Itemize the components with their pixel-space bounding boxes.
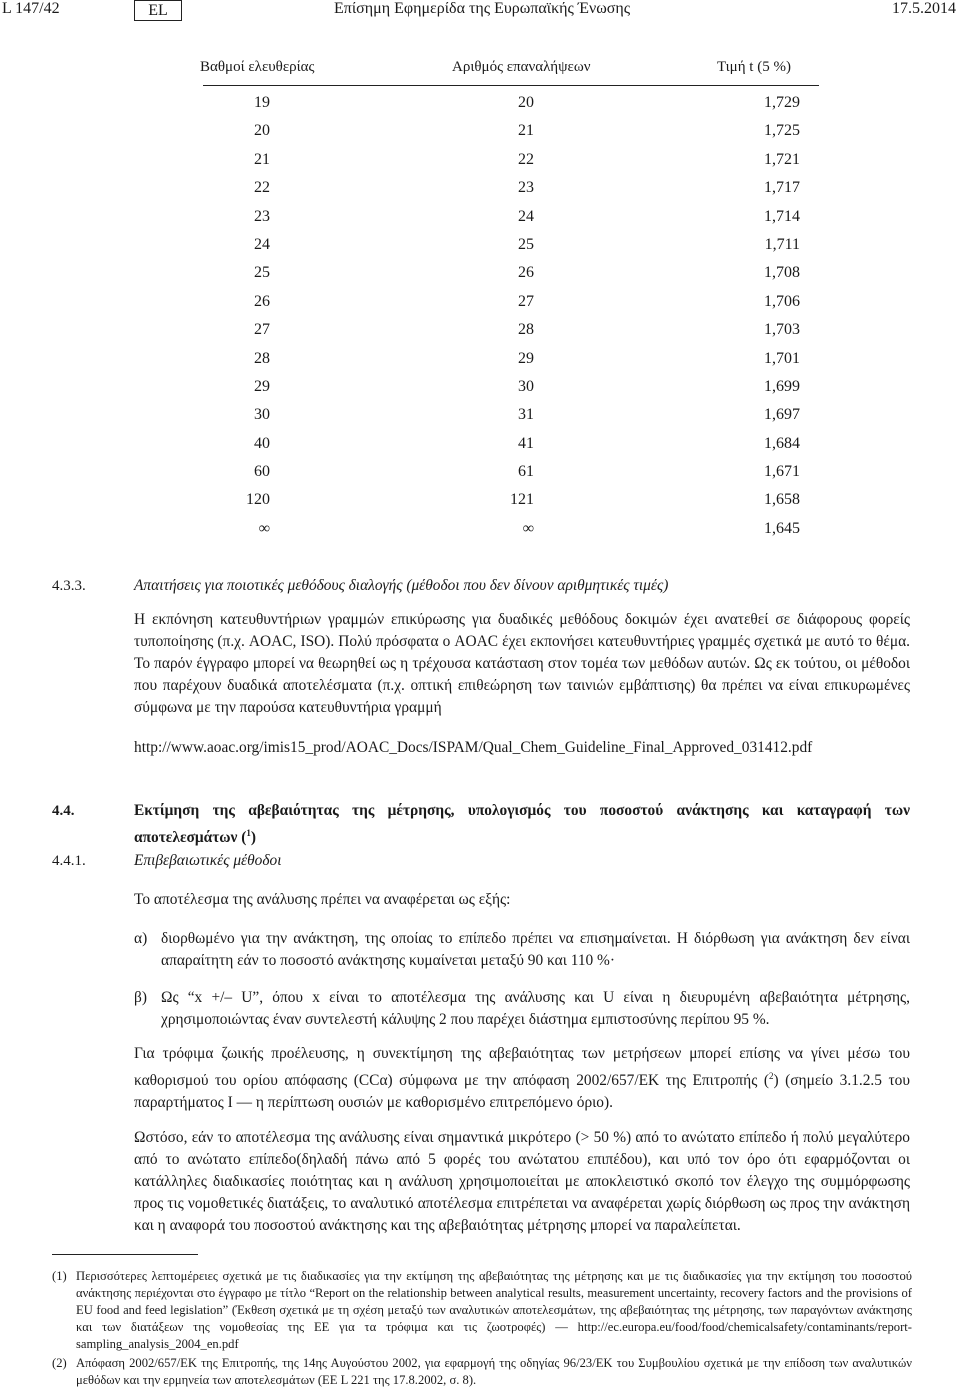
table-row	[0, 93, 960, 121]
cell-degrees-of-freedom: 120	[246, 491, 270, 509]
cell-t-value: 1,645	[764, 519, 800, 537]
cell-degrees-of-freedom: 26	[254, 292, 270, 310]
cell-t-value: 1,711	[764, 235, 800, 253]
column-header-replicates: Αριθμός επαναλήψεων	[452, 59, 591, 75]
footnote-label: (2)	[52, 1356, 67, 1370]
paragraph-recovery-exception: Ωστόσο, εάν το αποτέλεσμα της ανάλυσης είναι σημαντικά μικρότερο (> 50 %) από το ανώτατο επίπεδο ή πολύ μεγαλύτερο από το ανώτατο επίπεδο(δηλαδή πάνω από 5 φορές του ανώτατου επιπέδου), και υπό τον όρο ότι εφαρμόζονται οι κατάλληλες διαδικασίες ποιότητας και η ανάλυση χρησιμοποιείται με αποκλειστικό σκοπό τον έλεγχο της συμμόρφωσης προς τις νομοθετικές διατάξεις, το αναλυτικό αποτέλεσμα επιτρέπεται να αναφέρεται χωρίς διόρθωση ως προς την ανάκτηση και η αναφορά του ποσοστού ανάκτησης και της αβεβαιότητας μέτρησης μπορεί να παραλείπεται.	[134, 1129, 910, 1234]
publication-date: 17.5.2014	[892, 0, 956, 17]
footnote-ref-2[interactable]: 2	[768, 1071, 774, 1081]
column-header-degrees-of-freedom: Βαθμοί ελευθερίας	[200, 59, 315, 75]
cell-t-value: 1,703	[764, 321, 800, 339]
table-row	[0, 150, 960, 178]
cell-t-value: 1,701	[764, 349, 800, 367]
table-header-rule	[203, 85, 819, 86]
cell-degrees-of-freedom: 20	[254, 122, 270, 140]
language-badge: EL	[134, 0, 182, 21]
cell-replicates: 30	[518, 377, 534, 395]
cell-t-value: 1,729	[764, 94, 800, 111]
section-number-4-3-3: 4.3.3.	[52, 578, 86, 594]
section-heading-4-4: Εκτίμηση της αβεβαιότητας της μέτρησης, υπολογισμός του ποσοστού ανάκτησης και καταγραφή των αποτελεσμάτων ($^1$)	[134, 802, 910, 847]
table-row	[0, 434, 960, 462]
table-row	[0, 121, 960, 149]
page-reference: L 147/42	[2, 0, 60, 17]
table-row	[0, 207, 960, 235]
cell-replicates: 24	[518, 207, 534, 225]
cell-replicates: 26	[518, 264, 534, 282]
footnote-label: (1)	[52, 1269, 67, 1283]
cell-degrees-of-freedom: 25	[254, 264, 270, 282]
section-heading-4-3-3: Απαιτήσεις για ποιοτικές μεθόδους διαλογής (μέθοδοι που δεν δίνουν αριθμητικές τιμές)	[134, 577, 669, 594]
cell-degrees-of-freedom: 27	[254, 321, 270, 339]
cell-t-value: 1,697	[764, 406, 800, 424]
cell-replicates: 28	[518, 321, 534, 339]
cell-degrees-of-freedom: 29	[254, 377, 270, 395]
footnote-text: Περισσότερες λεπτομέρειες σχετικά με τις διαδικασίες για την εκτίμηση της αβεβαιότητας της μέτρησης και με τις διαδικασίες για την εκτίμηση του ποσοστού ανάκτησης περιέχονται στο έγγραφο με τίτλο “Report on the relationship between analytical results, measurement uncertainty, recovery factors and the provisions of EU food and feed legislation” (Έκθεση σχετικά με τη σχέση μεταξύ των αναλυτικών αποτελεσμάτων, της αβεβαιότητας της μέτρησης, των παραγόντων ανάκτησης και των διατάξεων της νομοθεσίας της ΕΕ για τα τρόφιμα και τις ζωοτροφές) — http://ec.europa.eu/food/food/chemicalsafety/contaminants/report-sampling_analysis_2004_en.pdf	[76, 1269, 912, 1351]
table-row	[0, 490, 960, 518]
cell-t-value: 1,714	[764, 207, 800, 225]
cell-degrees-of-freedom: 22	[254, 179, 270, 197]
table-row	[0, 235, 960, 263]
section-number-4-4-1: 4.4.1.	[52, 853, 86, 869]
footnote-text: Απόφαση 2002/657/ΕΚ της Επιτροπής, της 14ης Αυγούστου 2002, για εφαρμογή της οδηγίας 96/23/ΕΚ του Συμβουλίου σχετικά με την επίδοση των αναλυτικών μεθόδων και την ερμηνεία των αποτελεσμάτων (ΕΕ L 221 της 17.8.2002, σ. 8).	[76, 1356, 912, 1387]
footnote-rule	[52, 1254, 198, 1255]
cell-replicates: 20	[518, 94, 534, 111]
journal-title: Επίσημη Εφημερίδα της Ευρωπαϊκής Ένωσης	[334, 0, 631, 17]
cell-replicates: 21	[518, 122, 534, 140]
cell-t-value: 1,717	[764, 179, 800, 197]
cell-t-value: 1,706	[764, 292, 800, 310]
table-row	[0, 178, 960, 206]
section-heading-4-4-1: Επιβεβαιωτικές μέθοδοι	[134, 852, 282, 869]
table-row	[0, 349, 960, 377]
list-item-text: Ως “x +/– U”, όπου x είναι το αποτέλεσμα της ανάλυσης και U είναι η διευρυμένη αβεβαιότητα μέτρησης, χρησιμοποιώντας έναν συντελεστή κάλυψης 2 που παρέχει διάστημα εμπιστοσύνης περίπου 95 %.	[161, 989, 910, 1028]
cell-degrees-of-freedom: 23	[254, 207, 270, 225]
page-header	[0, 0, 960, 24]
cell-replicates: ∞	[522, 519, 534, 537]
cell-degrees-of-freedom: 28	[254, 349, 270, 367]
cell-t-value: 1,658	[764, 491, 800, 509]
list-item-text: διορθωμένο για την ανάκτηση, της οποίας το επίπεδο πρέπει να επισημαίνεται. Η διόρθωση για ανάκτηση δεν είναι απαραίτητη εάν το ποσοστό ανάκτησης κυμαίνεται μεταξύ 90 και 110 %·	[161, 930, 910, 969]
list-item-label: β)	[134, 989, 147, 1006]
cell-t-value: 1,684	[764, 434, 800, 452]
cell-degrees-of-freedom: 30	[254, 406, 270, 424]
cell-replicates: 27	[518, 292, 534, 310]
table-row	[0, 462, 960, 490]
table-row	[0, 405, 960, 433]
cell-replicates: 121	[510, 491, 534, 509]
column-header-t-value: Τιμή t (5 %)	[717, 59, 791, 75]
section-paragraph-4-3-3: Η εκπόνηση κατευθυντήριων γραμμών επικύρωσης για δυαδικές μεθόδους δοκιμών έχει ανατεθεί σε διάφορους φορείς τυποποίησης (π.χ. AOAC, ISO). Πολύ πρόσφατα ο AOAC έχει εκπονήσει κατευθυντήριες γραμμές σχετικά με αυτό το θέμα. Το παρόν έγγραφο μπορεί να θεωρηθεί ως η τρέχουσα κατάσταση στον τομέα των μεθόδων αυτών. Ως εκ τούτου, οι μέθοδοι που παρέχουν δυαδικά αποτελέσματα (π.χ. οπτική επιθεώρηση των ταινιών εμβάπτισης) θα πρέπει να είναι επικυρωμένες σύμφωνα με την παρούσα κατευθυντήρια γραμμή	[134, 611, 910, 716]
list-item-label: α)	[134, 930, 148, 947]
table-row	[0, 263, 960, 291]
cell-degrees-of-freedom: 19	[254, 94, 270, 111]
table-row	[0, 320, 960, 348]
cell-replicates: 61	[518, 463, 534, 481]
cell-replicates: 31	[518, 406, 534, 424]
cell-replicates: 41	[518, 434, 534, 452]
table-row	[0, 519, 960, 547]
table-row	[0, 292, 960, 320]
table-row	[0, 377, 960, 405]
intro-paragraph: Το αποτέλεσμα της ανάλυσης πρέπει να αναφέρεται ως εξής:	[134, 891, 511, 908]
cell-t-value: 1,699	[764, 377, 800, 395]
aoac-guideline-link[interactable]: http://www.aoac.org/imis15_prod/AOAC_Docs/ISPAM/Qual_Chem_Guideline_Final_Approved_031412.pdf	[134, 739, 813, 756]
cell-replicates: 29	[518, 349, 534, 367]
table-body	[0, 93, 960, 547]
paragraph-animal-origin: Για τρόφιμα ζωικής προέλευσης, η συνεκτίμηση της αβεβαιότητας των μετρήσεων μπορεί επίσης να γίνει μέσω του καθορισμού του ορίου απόφασης (CCα) σύμφωνα με την απόφαση 2002/657/ΕΚ της Επιτροπής ($^2$) (σημείο 3.1.2.5 του παραρτήματος I — η περίπτωση ουσιών με καθορισμένο επιτρεπόμενο όριο).	[134, 1045, 911, 1112]
cell-degrees-of-freedom: 40	[254, 434, 270, 452]
footnote-ref-1[interactable]: 1	[246, 828, 251, 838]
cell-degrees-of-freedom: 24	[254, 235, 270, 253]
cell-replicates: 23	[518, 179, 534, 197]
cell-degrees-of-freedom: ∞	[258, 519, 270, 537]
cell-replicates: 22	[518, 150, 534, 168]
cell-t-value: 1,671	[764, 463, 800, 481]
cell-degrees-of-freedom: 21	[254, 150, 270, 168]
cell-t-value: 1,725	[764, 122, 800, 140]
cell-t-value: 1,708	[764, 264, 800, 282]
section-number-4-4: 4.4.	[52, 803, 75, 819]
cell-replicates: 25	[518, 235, 534, 253]
cell-t-value: 1,721	[764, 150, 800, 168]
cell-degrees-of-freedom: 60	[254, 463, 270, 481]
